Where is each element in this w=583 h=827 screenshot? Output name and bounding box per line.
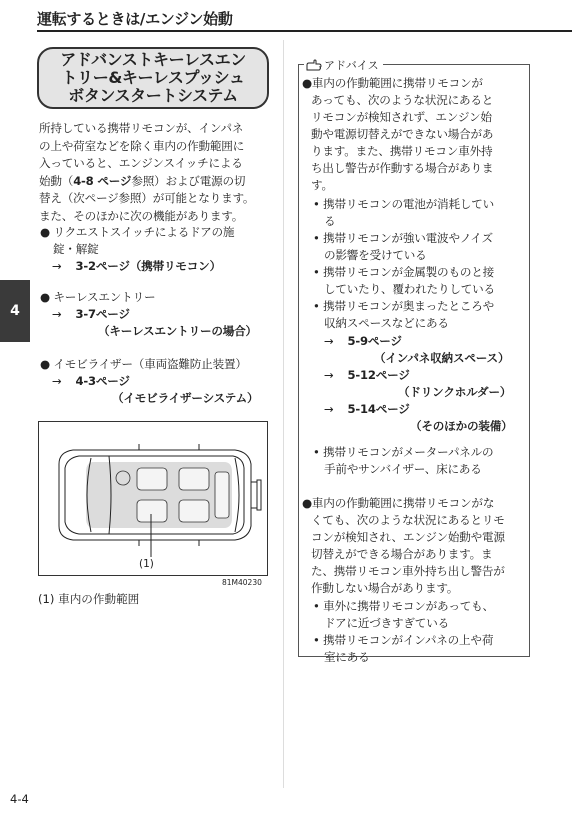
advice-text: ち出し警告が作動する場合がありま <box>311 161 494 175</box>
arrow-icon: → <box>52 307 62 321</box>
intro-line: の上や荷室などを除く車内の作動範囲に <box>39 138 245 153</box>
feature-text: ● リクエストスイッチによるドアの施 <box>40 225 235 239</box>
advice-bullet: していたり、覆われたりしている <box>324 282 495 296</box>
advice-bullet: • 携帯リモコンがインパネの上や荷 <box>313 633 494 647</box>
page-reference-link[interactable]: 4-3ページ <box>75 374 130 388</box>
feature-text: ● キーレスエントリー <box>40 290 156 304</box>
advice-label-text: アドバイス <box>324 59 379 72</box>
advice-bullet: • 携帯リモコンの電池が消耗してい <box>313 197 495 211</box>
reference-note: （キーレスエントリーの場合） <box>98 324 257 338</box>
advice-header <box>304 57 383 73</box>
intro-paragraph <box>39 120 279 226</box>
figure-callout-label: (1) <box>139 558 154 570</box>
advice-bullet: ドアに近づきすぎている <box>324 616 449 630</box>
advice-bullet: 室にある <box>324 650 370 664</box>
page-reference-link[interactable]: 3-2ページ（携帯リモコン） <box>75 259 221 273</box>
chapter-tab[interactable]: 4 <box>0 280 30 342</box>
advice-bullet: 収納スペースなどにある <box>324 316 449 330</box>
advice-bullet: る <box>324 214 336 228</box>
arrow-icon: → <box>52 259 62 273</box>
advice-text: す。 <box>311 178 333 192</box>
header-rule <box>37 30 572 32</box>
feature-text: 錠・解錠 <box>53 242 99 256</box>
feature-text: ● イモビライザー（車両盗難防止装置） <box>40 357 247 371</box>
advice-text: リモコンが検知されず、エンジン始 <box>311 110 492 124</box>
arrow-icon: → <box>52 374 62 388</box>
feature-item <box>40 224 234 275</box>
page-number: 4-4 <box>10 792 29 806</box>
intro-line: また、そのほかに次の機能があります。 <box>39 208 244 223</box>
arrow-icon: → <box>324 402 334 416</box>
figure-caption: (1) 車内の作動範囲 <box>38 592 140 606</box>
reference-note: （イモビライザーシステム） <box>112 391 259 405</box>
section-title-line: トリー&キーレスプッシュ <box>61 68 245 87</box>
intro-text: 始動（ <box>39 173 74 188</box>
page-reference-link[interactable]: 4-8 ページ <box>73 173 132 188</box>
advice-text: ります。また、携帯リモコン車外持 <box>311 144 493 158</box>
advice-bullet: • 携帯リモコンが奥まったところや <box>313 299 495 313</box>
intro-line: 入っていると、エンジンスイッチによる <box>39 156 243 171</box>
section-title-line: アドバンストキーレスエン <box>60 50 246 69</box>
feature-item <box>40 289 257 340</box>
section-title <box>37 47 269 109</box>
pointing-hand-icon <box>306 59 322 72</box>
advice-text: 作動しない場合があります。 <box>311 581 459 595</box>
advice-text: 動や電源切替えができない場合があ <box>311 127 494 141</box>
page-reference-link[interactable]: 5-12ページ <box>347 368 410 382</box>
advice-text: くても、次のような状況にあるとリモ <box>311 513 505 527</box>
vehicle-top-view-illustration <box>39 422 267 575</box>
advice-bullet: • 携帯リモコンがメーターパネルの <box>313 445 494 459</box>
advice-content <box>302 75 526 666</box>
advice-bullet: の影響を受けている <box>324 248 427 262</box>
advice-text: あっても、次のような状況にあると <box>311 93 494 107</box>
arrow-icon: → <box>324 334 334 348</box>
column-divider <box>283 40 284 788</box>
figure-frame <box>38 421 268 576</box>
advice-bullet: • 携帯リモコンが金属製のものと接 <box>313 265 495 279</box>
feature-item <box>40 356 258 407</box>
page-reference-link[interactable]: 5-9ページ <box>347 334 402 348</box>
section-title-line: ボタンスタートシステム <box>68 86 238 105</box>
page-header-title: 運転するときは/エンジン始動 <box>37 10 233 28</box>
reference-note: （インパネ収納スペース） <box>374 351 510 365</box>
advice-text: ●車内の作動範囲に携帯リモコンが <box>302 76 483 90</box>
advice-text: ●車内の作動範囲に携帯リモコンがな <box>302 496 495 510</box>
advice-bullet: • 車外に携帯リモコンがあっても、 <box>313 599 494 613</box>
advice-bullet: • 携帯リモコンが強い電波やノイズ <box>313 231 493 245</box>
advice-text: コンが検知され、エンジン始動や電源 <box>311 530 505 544</box>
figure-code: 81M40230 <box>222 578 262 587</box>
intro-line: 所持している携帯リモコンが、インパネ <box>39 121 244 135</box>
advice-bullet: 手前やサンバイザー、床にある <box>324 462 482 476</box>
page-reference-link[interactable]: 5-14ページ <box>347 402 410 416</box>
arrow-icon: → <box>324 368 334 382</box>
page-reference-link[interactable]: 3-7ページ <box>75 307 130 321</box>
reference-note: （ドリンクホルダー） <box>398 385 512 399</box>
intro-line: 替え（次ページ参照）が可能となります。 <box>39 191 255 206</box>
intro-text: 参照）および電源の切 <box>131 173 246 188</box>
reference-note: （そのほかの装備） <box>410 419 513 433</box>
advice-text: た、携帯リモコン車外持ち出し警告が <box>311 564 505 578</box>
intro-line <box>39 173 279 191</box>
advice-text: 切替えができる場合があります。ま <box>311 547 493 561</box>
